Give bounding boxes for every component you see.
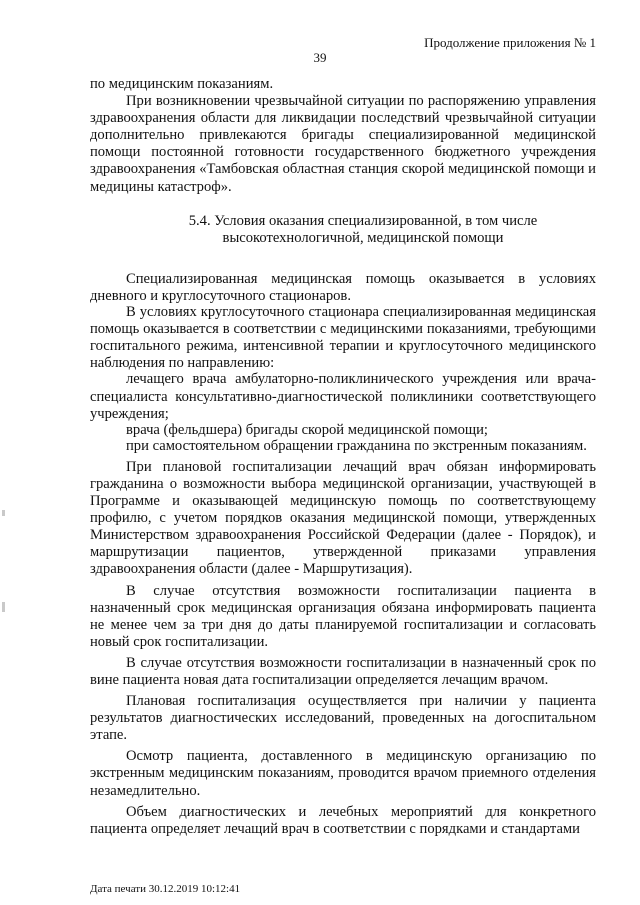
page-number: 39 xyxy=(313,50,327,65)
margin-mark xyxy=(2,510,5,516)
list-item: лечащего врача амбулаторно-поликлинического учреждения или врача-специалиста консультативно-диагностической поликлиники соответствующего учреждения; xyxy=(90,371,596,422)
paragraph: При плановой госпитализации лечащий врач обязан информировать гражданина о возможности выбора медицинской организации, участвующей в Программе и оказывающей медицинскую помощь по соответствующему профилю, с учетом порядков оказания медицинской помощи, утвержденных Министерством здравоохранения Российской Федерации (далее - Порядок), и маршрутизации пациентов, утвержденной приказами управления здравоохранения области (далее - Маршрутизация). xyxy=(90,458,596,578)
print-date: Дата печати 30.12.2019 10:12:41 xyxy=(90,883,241,895)
paragraph: При возникновении чрезвычайной ситуации по распоряжению управления здравоохранения области для ликвидации последствий чрезвычайной ситуации дополнительно привлекаются бригады специализированной медицинской помощи постоянной готовности государственного бюджетного учреждения здравоохранения «Тамбовская областная станция скорой медицинской помощи и медицины катастроф». xyxy=(90,93,596,195)
paragraph: Осмотр пациента, доставленного в медицинскую организацию по экстренным медицинским показаниям, проводится врачом приемного отделения незамедлительно. xyxy=(90,748,596,799)
list-item: врача (фельдшера) бригады скорой медицинской помощи; xyxy=(126,421,488,438)
margin-mark xyxy=(2,602,5,612)
paragraph: В случае отсутствия возможности госпитализации в назначенный срок по вине пациента новая дата госпитализации определяется лечащим врачом. xyxy=(90,654,596,688)
paragraph: Объем диагностических и лечебных мероприятий для конкретного пациента определяет лечащий врач в соответствии с порядками и стандартами xyxy=(90,803,596,837)
paragraph: Плановая госпитализация осуществляется при наличии у пациента результатов диагностических исследований, проведенных на догоспитальном этапе. xyxy=(90,693,596,744)
paragraph: по медицинским показаниям. xyxy=(90,76,274,92)
document-body xyxy=(90,76,596,838)
paragraph: В случае отсутствия возможности госпитализации пациента в назначенный срок медицинская организация обязана информировать пациента не менее чем за три дня до даты планируемой госпитализации и согласовать новый срок госпитализации. xyxy=(90,582,596,650)
paragraph: В условиях круглосуточного стационара специализированная медицинская помощь оказывается в соответствии с медицинскими показаниями, требующими госпитального режима, интенсивной терапии и круглосуточного медицинского наблюдения по направлению: xyxy=(90,304,596,372)
section-heading: 5.4. Условия оказания специализированной, в том числе высокотехнологичной, медицинской помощи xyxy=(188,212,538,246)
continuation-header: Продолжение приложения № 1 xyxy=(424,35,596,50)
paragraph: Специализированная медицинская помощь оказывается в условиях дневного и круглосуточного стационаров. xyxy=(90,270,596,304)
list-item: при самостоятельном обращении гражданина по экстренным показаниям. xyxy=(126,437,587,454)
